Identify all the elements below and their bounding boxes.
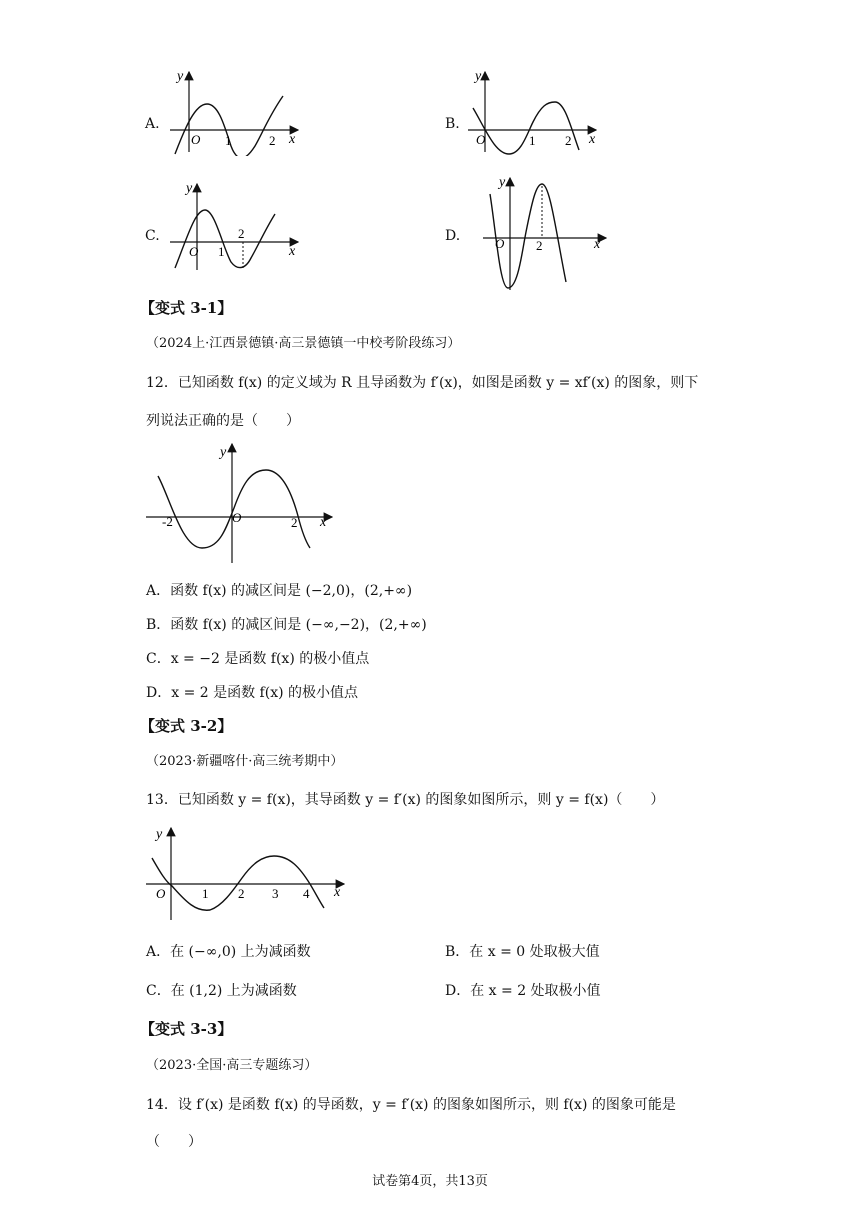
option-c-graph [165,178,305,274]
origin-label: O [232,510,242,525]
q13-option-d: D．在 x = 2 处取极小值 [445,983,601,999]
x-label: x [334,885,341,900]
tick-1: 1 [218,244,225,259]
y-label: y [499,175,506,190]
y-label: y [220,445,227,460]
variant-3-3-heading: 【变式 3-3】 [140,1020,233,1038]
tick-2: 2 [238,886,245,901]
q12-option-a: A．函数 f(x) 的减区间是 (−2,0)，(2,+∞) [146,583,413,599]
curve [152,856,324,910]
x-label: x [320,515,327,530]
y-label: y [475,69,482,84]
tick-2: 2 [269,133,276,148]
x-label: x [289,132,296,147]
origin-label: O [476,132,486,147]
curve [175,210,275,268]
q12-option-d: D．x = 2 是函数 f(x) 的极小值点 [146,685,359,701]
q13-option-a: A．在 (−∞,0) 上为减函数 [146,944,311,960]
question-14-line1: 14．设 f′(x) 是函数 f(x) 的导函数，y = f′(x) 的图象如图所示，则 f(x) 的图象可能是 [146,1097,676,1113]
variant-3-1-source: （2024上·江西景德镇·高三景德镇一中校考阶段练习） [146,336,461,351]
y-label: y [156,827,163,842]
tick-2: 2 [291,515,298,530]
question-12-graph [146,438,346,568]
origin-label: O [189,244,199,259]
option-a-letter: A. [145,116,160,132]
option-d-graph [478,172,618,292]
q13-option-b: B．在 x = 0 处取极大值 [445,944,600,960]
page-footer: 试卷第4页，共13页 [372,1174,488,1189]
q12-option-c: C．x = −2 是函数 f(x) 的极小值点 [146,651,370,667]
tick-3: 3 [272,886,279,901]
tick-4: 4 [303,886,310,901]
q13-option-c: C．在 (1,2) 上为减函数 [146,983,297,999]
curve [158,470,310,548]
tick-1: 1 [529,133,536,148]
question-13: 13．已知函数 y = f(x)，其导函数 y = f′(x) 的图象如图所示，则 y = f(x)（ ） [146,792,665,808]
variant-3-1-heading: 【变式 3-1】 [140,299,233,317]
option-b-graph [463,66,603,156]
x-label: x [594,237,601,252]
curve [473,102,579,154]
tick-2: 2 [238,226,245,241]
y-label: y [186,181,193,196]
variant-3-2-source: （2023·新疆喀什·高三统考期中） [146,754,344,769]
option-a-graph [165,66,305,156]
origin-label: O [495,236,505,251]
tick-2: 2 [565,133,572,148]
tick-2: 2 [536,238,543,253]
q12-option-b: B．函数 f(x) 的减区间是 (−∞,−2)，(2,+∞) [146,617,427,633]
y-label: y [177,69,184,84]
x-label: x [289,244,296,259]
origin-label: O [191,132,201,147]
option-b-letter: B. [445,116,460,132]
tick-1: 1 [225,133,232,148]
question-14-line2: （ ） [146,1134,202,1150]
question-12-line1: 12．已知函数 f(x) 的定义域为 R 且导函数为 f′(x)，如图是函数 y = xf′(x) 的图象，则下 [146,375,699,391]
question-13-graph [146,822,356,922]
x-label: x [589,132,596,147]
option-c-letter: C. [145,228,160,244]
tick-1: 1 [202,886,209,901]
variant-3-3-source: （2023·全国·高三专题练习） [146,1058,318,1073]
origin-label: O [156,886,166,901]
question-12-line2: 列说法正确的是（ ） [146,413,300,429]
variant-3-2-heading: 【变式 3-2】 [140,717,233,735]
option-d-letter: D. [445,228,461,244]
tick-neg2: -2 [162,514,173,529]
